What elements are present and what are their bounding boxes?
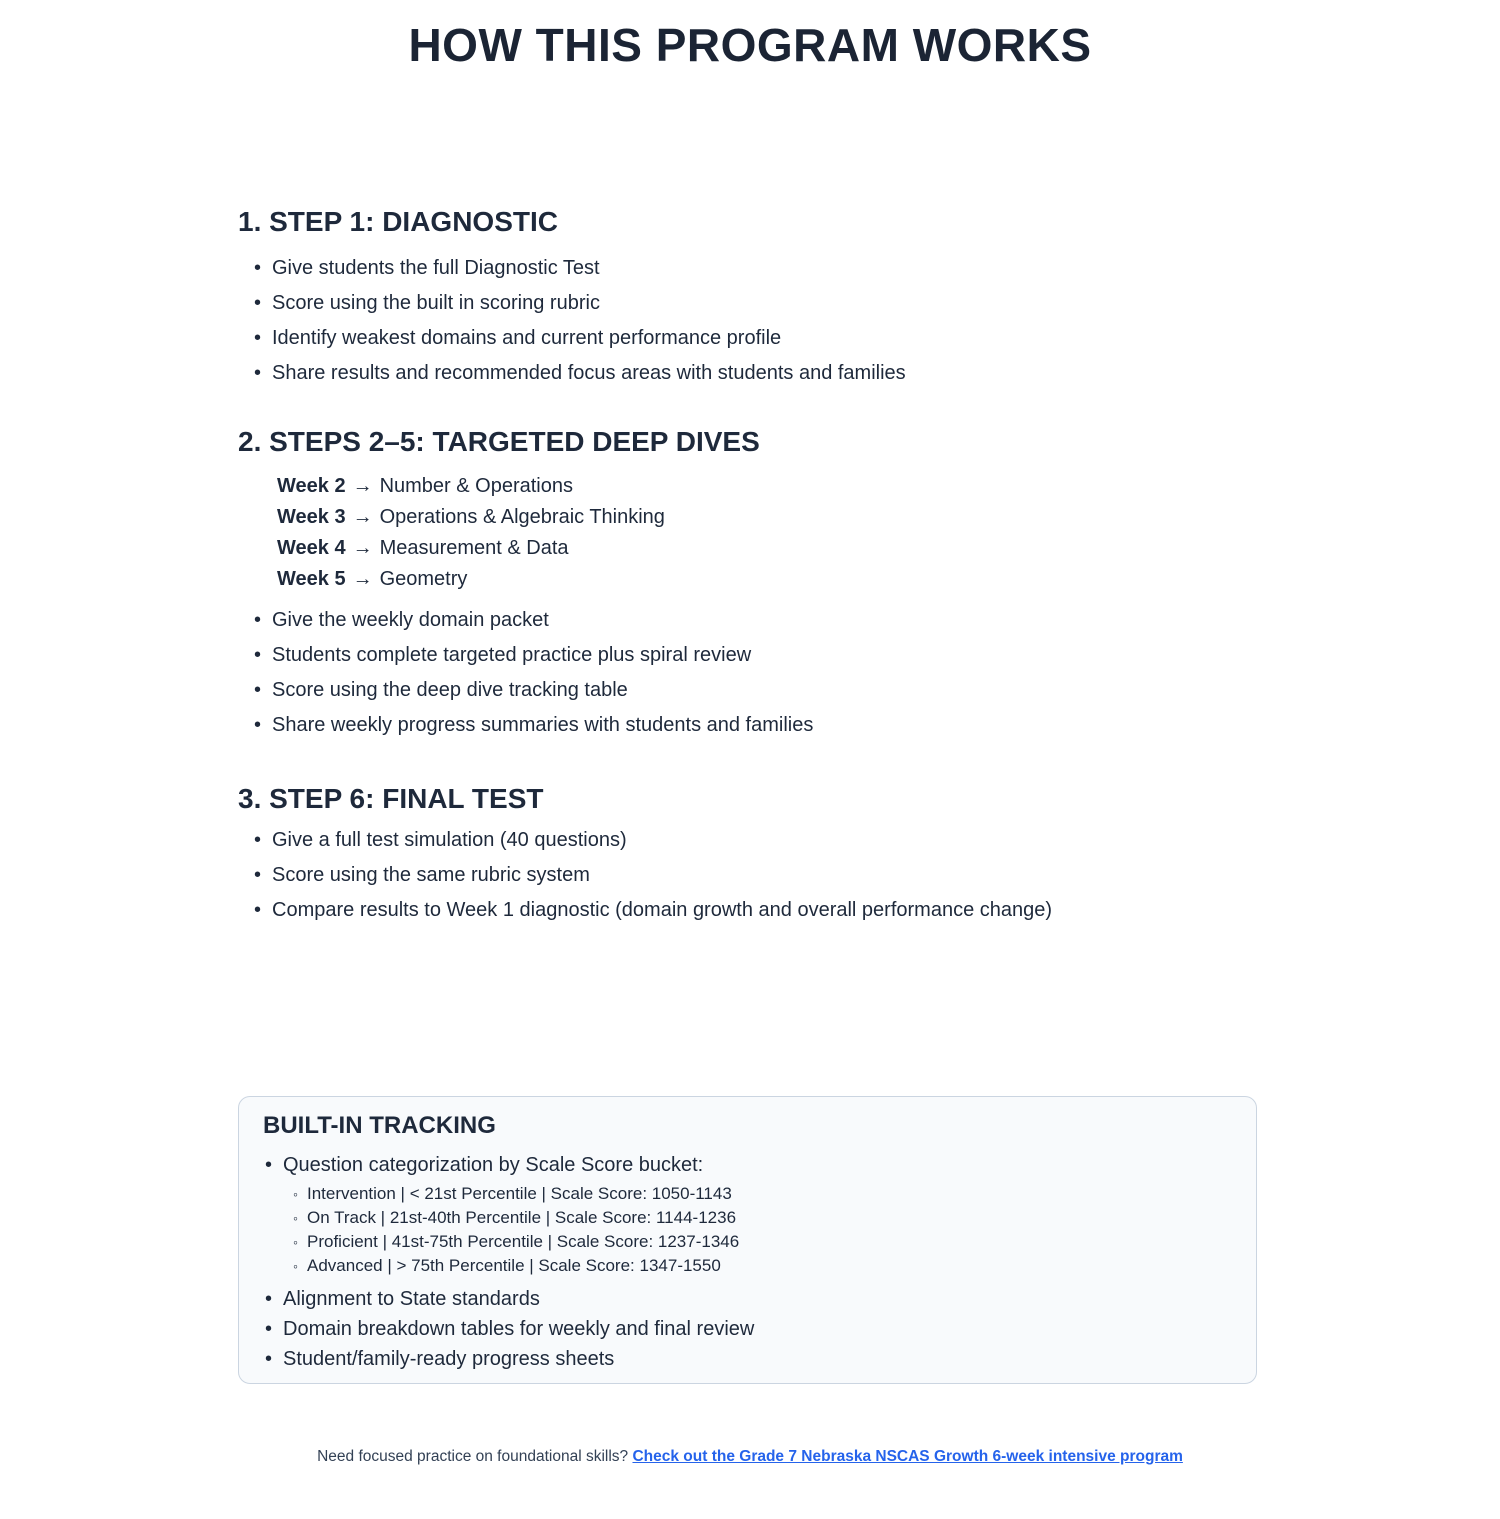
list-item-text: Score using the built in scoring rubric [272, 291, 600, 314]
list-item [254, 638, 1257, 673]
list-item [254, 893, 1257, 928]
footer-program-link[interactable]: Check out the Grade 7 Nebraska NSCAS Growth 6-week intensive program [632, 1447, 1183, 1465]
list-item [254, 603, 1257, 638]
list-item-text: Compare results to Week 1 diagnostic (domain growth and overall performance change) [272, 899, 1053, 922]
list-item-text: Identify weakest domains and current performance profile [272, 326, 782, 349]
week-schedule [277, 471, 1257, 595]
footer-text: Need focused practice on foundational skills? [317, 1447, 629, 1465]
built-in-tracking-box [238, 1096, 1257, 1384]
section-heading: 3. STEP 6: FINAL TEST [238, 782, 544, 814]
section-heading: 2. STEPS 2–5: TARGETED DEEP DIVES [238, 425, 760, 457]
sub-list-item-text: On Track | 21st-40th Percentile | Scale Score: 1144-1236 [307, 1207, 737, 1227]
list-item-text: Share results and recommended focus areas with students and families [272, 361, 906, 384]
sub-bullet-marker: ◦ [293, 1185, 298, 1202]
bullet-marker: • [254, 864, 262, 887]
bullet-marker: • [265, 1317, 273, 1340]
sub-bullet-marker: ◦ [293, 1209, 298, 1226]
bullet-marker: • [254, 713, 262, 736]
section-step-1-diagnostic [238, 205, 1257, 391]
arrow-icon: → [352, 536, 373, 559]
bullet-marker: • [254, 361, 262, 384]
list-item-text: Student/family-ready progress sheets [283, 1347, 615, 1370]
list-item [265, 1344, 1232, 1374]
bullet-marker: • [254, 256, 262, 279]
list-item [254, 823, 1257, 858]
week-line [277, 564, 1257, 595]
list-item-text: Score using the same rubric system [272, 864, 590, 887]
list-item [254, 321, 1257, 356]
tracking-box-heading: BUILT-IN TRACKING [263, 1112, 496, 1140]
page-title: HOW THIS PROGRAM WORKS [408, 19, 1092, 71]
week-label: Week 4 [277, 536, 346, 559]
main-content [238, 205, 1257, 1384]
section-heading: 1. STEP 1: DIAGNOSTIC [238, 206, 558, 238]
arrow-icon: → [352, 567, 373, 590]
sub-list-item [293, 1254, 1232, 1278]
list-item [265, 1314, 1232, 1344]
week-label: Week 2 [277, 474, 346, 497]
list-item [254, 673, 1257, 708]
sub-list-item [293, 1206, 1232, 1230]
bullet-marker: • [254, 899, 262, 922]
bullet-marker: • [265, 1153, 273, 1176]
week-label: Week 5 [277, 567, 346, 590]
bullet-list [238, 603, 1257, 743]
bullet-marker: • [254, 291, 262, 314]
bullet-marker: • [254, 326, 262, 349]
bullet-marker: • [265, 1287, 273, 1310]
arrow-icon: → [352, 505, 373, 528]
list-item-text: Share weekly progress summaries with students and families [272, 713, 814, 736]
bullet-marker: • [254, 608, 262, 631]
scale-score-buckets [265, 1182, 1232, 1278]
list-item-text: Students complete targeted practice plus spiral review [272, 643, 752, 666]
sub-bullet-marker: ◦ [293, 1257, 298, 1274]
list-item [254, 708, 1257, 743]
bullet-list [238, 823, 1257, 928]
list-item [265, 1150, 1232, 1278]
arrow-icon: → [352, 474, 373, 497]
footer [0, 1447, 1500, 1466]
week-line [277, 502, 1257, 533]
week-topic: Operations & Algebraic Thinking [379, 505, 665, 528]
list-item-text: Alignment to State standards [283, 1287, 540, 1310]
week-topic: Geometry [379, 567, 468, 590]
section-step-6-final-test [238, 782, 1257, 929]
list-item [265, 1284, 1232, 1314]
sub-list-item [293, 1182, 1232, 1206]
sub-list-item-text: Intervention | < 21st Percentile | Scale Score: 1050-1143 [307, 1183, 732, 1203]
list-item [254, 251, 1257, 286]
sub-list-item-text: Proficient | 41st-75th Percentile | Scale Score: 1237-1346 [307, 1231, 740, 1251]
bullet-marker: • [254, 829, 262, 852]
week-line [277, 533, 1257, 564]
week-topic: Number & Operations [379, 474, 573, 497]
list-item-text: Give a full test simulation (40 questions) [272, 829, 627, 852]
bullet-marker: • [254, 643, 262, 666]
week-line [277, 471, 1257, 502]
bullet-marker: • [254, 678, 262, 701]
sub-list-item-text: Advanced | > 75th Percentile | Scale Score: 1347-1550 [307, 1255, 721, 1275]
section-steps-2-5-deep-dives [238, 425, 1257, 743]
list-item [254, 858, 1257, 893]
list-item-text: Domain breakdown tables for weekly and final review [283, 1317, 755, 1340]
bullet-marker: • [265, 1347, 273, 1370]
list-item [254, 356, 1257, 391]
list-item-text: Give students the full Diagnostic Test [272, 256, 600, 279]
week-label: Week 3 [277, 505, 346, 528]
list-item-text: Question categorization by Scale Score bucket: [283, 1153, 704, 1176]
sub-list-item [293, 1230, 1232, 1254]
tracking-list [263, 1150, 1232, 1374]
sub-bullet-marker: ◦ [293, 1233, 298, 1250]
bullet-list [238, 251, 1257, 391]
list-item-text: Give the weekly domain packet [272, 608, 549, 631]
list-item [254, 286, 1257, 321]
document-page [0, 19, 1500, 1519]
week-topic: Measurement & Data [379, 536, 569, 559]
list-item-text: Score using the deep dive tracking table [272, 678, 628, 701]
